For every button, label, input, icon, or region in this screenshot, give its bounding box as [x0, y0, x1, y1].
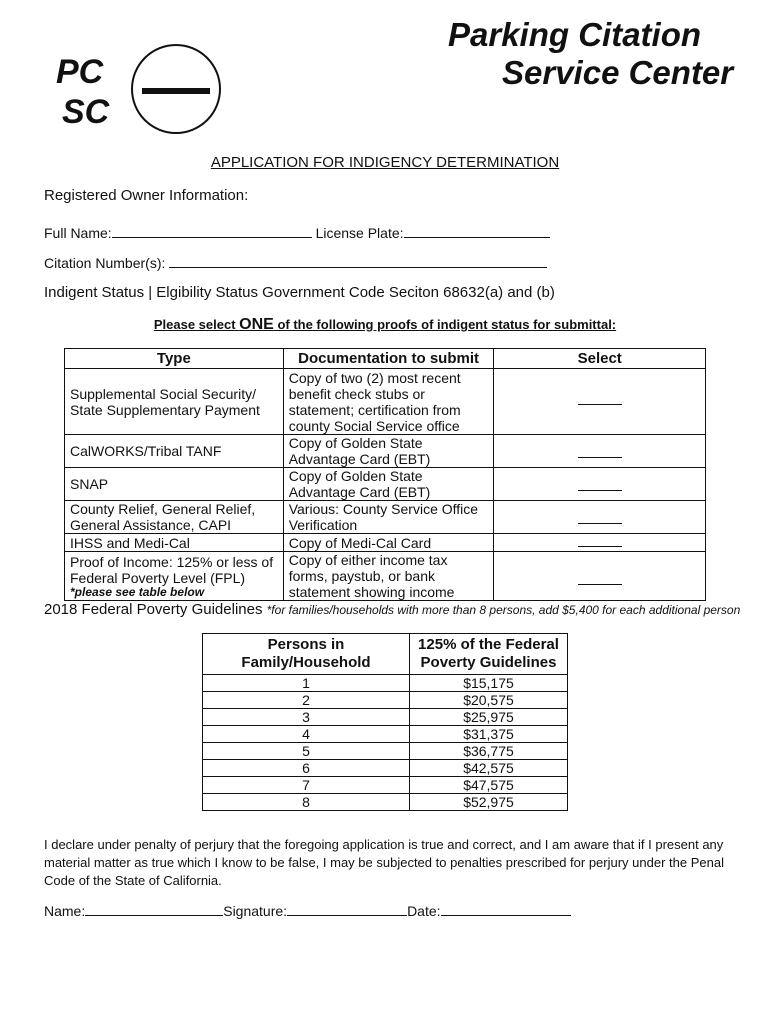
logo-bar-icon [142, 88, 210, 94]
name-plate-row [44, 224, 550, 241]
citation-number-field[interactable] [169, 254, 547, 268]
table-row [203, 794, 568, 811]
name-field[interactable] [85, 902, 223, 916]
table-row [65, 468, 706, 501]
select-blank[interactable] [578, 583, 622, 585]
indigent-status-heading: Indigent Status | Elgibility Status Government Code Seciton 68632(a) and (b) [44, 284, 555, 301]
instruction-text-post: of the following proofs of indigent status for submittal: [273, 317, 617, 332]
signature-label: Signature: [223, 903, 288, 919]
table-row [203, 760, 568, 777]
page-title-line2: Service Center [502, 54, 734, 91]
persons-cell: 5 [203, 743, 410, 760]
table-row [65, 369, 706, 435]
logo-text-sc: SC [62, 93, 110, 131]
header-documentation: Documentation to submit [283, 349, 494, 369]
table-row [203, 777, 568, 794]
proof-doc-cell: Various: County Service Office Verification [283, 501, 494, 534]
instruction-text-pre: Please select [153, 317, 240, 332]
license-plate-label: License Plate: [315, 225, 404, 241]
persons-cell: 6 [203, 760, 410, 777]
page-title-line1: Parking Citation [448, 16, 702, 53]
proofs-header-row [65, 349, 706, 369]
persons-cell: 8 [203, 794, 410, 811]
select-cell [494, 552, 706, 601]
amount-cell: $42,575 [410, 760, 568, 777]
citation-number-label: Citation Number(s): [44, 255, 166, 271]
guidelines-heading [44, 601, 740, 618]
proof-type-cell: Supplemental Social Security/ State Supplementary Payment [65, 369, 284, 435]
amount-cell: $25,975 [410, 709, 568, 726]
logo-text-pc: PC [56, 53, 104, 91]
signature-row [44, 902, 571, 919]
select-blank[interactable] [578, 545, 622, 547]
table-row [203, 675, 568, 692]
header-type: Type [65, 349, 284, 369]
full-name-field[interactable] [112, 224, 312, 238]
date-field[interactable] [441, 902, 571, 916]
amount-cell: $52,975 [410, 794, 568, 811]
proof-type-cell: CalWORKS/Tribal TANF [65, 435, 284, 468]
select-cell [494, 534, 706, 552]
amount-cell: $20,575 [410, 692, 568, 709]
proof-type-cell: County Relief, General Relief, General Assistance, CAPI [65, 501, 284, 534]
persons-cell: 7 [203, 777, 410, 794]
table-row [203, 709, 568, 726]
proof-type-cell [65, 552, 284, 601]
table-row [65, 552, 706, 601]
proof-doc-cell: Copy of either income tax forms, paystub, or bank statement showing income [283, 552, 494, 601]
owner-section-label: Registered Owner Information: [44, 187, 249, 204]
amount-cell: $36,775 [410, 743, 568, 760]
select-blank[interactable] [578, 456, 622, 458]
table-row [203, 726, 568, 743]
select-cell [494, 501, 706, 534]
proof-doc-cell: Copy of Golden State Advantage Card (EBT) [283, 435, 494, 468]
proof-type-cell: IHSS and Medi-Cal [65, 534, 284, 552]
amount-cell: $31,375 [410, 726, 568, 743]
citation-row [44, 254, 547, 271]
date-label: Date: [407, 903, 441, 919]
persons-cell: 2 [203, 692, 410, 709]
persons-cell: 1 [203, 675, 410, 692]
perjury-declaration: I declare under penalty of perjury that the foregoing application is true and correct, and I am aware that if I present any material matter as true which I know to be false, I may be subjected to penalties prescribed for perjury under the Penal Code of the State of California. [44, 837, 724, 888]
name-label: Name: [44, 903, 86, 919]
select-blank[interactable] [578, 522, 622, 524]
guidelines-note: *for families/households with more than 8 persons, add $5,400 for each additional person [266, 603, 741, 617]
proof-type-cell: SNAP [65, 468, 284, 501]
license-plate-field[interactable] [404, 224, 550, 238]
guidelines-title: 2018 Federal Poverty Guidelines [44, 601, 263, 618]
header-fpl-amount: 125% of the Federal Poverty Guidelines [410, 634, 568, 675]
amount-cell: $15,175 [410, 675, 568, 692]
table-row [65, 435, 706, 468]
table-row [203, 743, 568, 760]
proofs-table [64, 348, 706, 601]
application-heading: APPLICATION FOR INDIGENCY DETERMINATION [210, 154, 560, 171]
select-blank[interactable] [578, 403, 622, 405]
proof-doc-cell: Copy of Golden State Advantage Card (EBT) [283, 468, 494, 501]
signature-field[interactable] [287, 902, 407, 916]
proof-doc-cell: Copy of two (2) most recent benefit check stubs or statement; certification from county Social Service office [283, 369, 494, 435]
selection-instruction [0, 316, 770, 334]
persons-cell: 4 [203, 726, 410, 743]
header-persons: Persons in Family/Household [203, 634, 410, 675]
proof-type-text: Proof of Income: 125% or less of Federal Poverty Level (FPL) [70, 553, 274, 586]
fpl-header-row [203, 634, 568, 675]
table-row [65, 501, 706, 534]
select-cell [494, 369, 706, 435]
amount-cell: $47,575 [410, 777, 568, 794]
proof-doc-cell: Copy of Medi-Cal Card [283, 534, 494, 552]
table-row [65, 534, 706, 552]
header-select: Select [494, 349, 706, 369]
poverty-guidelines-table [202, 633, 568, 811]
select-cell [494, 435, 706, 468]
persons-cell: 3 [203, 709, 410, 726]
full-name-label: Full Name: [44, 225, 112, 241]
select-blank[interactable] [578, 489, 622, 491]
instruction-text-emphasis: ONE [239, 316, 274, 333]
table-row [203, 692, 568, 709]
see-table-note: *please see table below [70, 584, 205, 599]
select-cell [494, 468, 706, 501]
